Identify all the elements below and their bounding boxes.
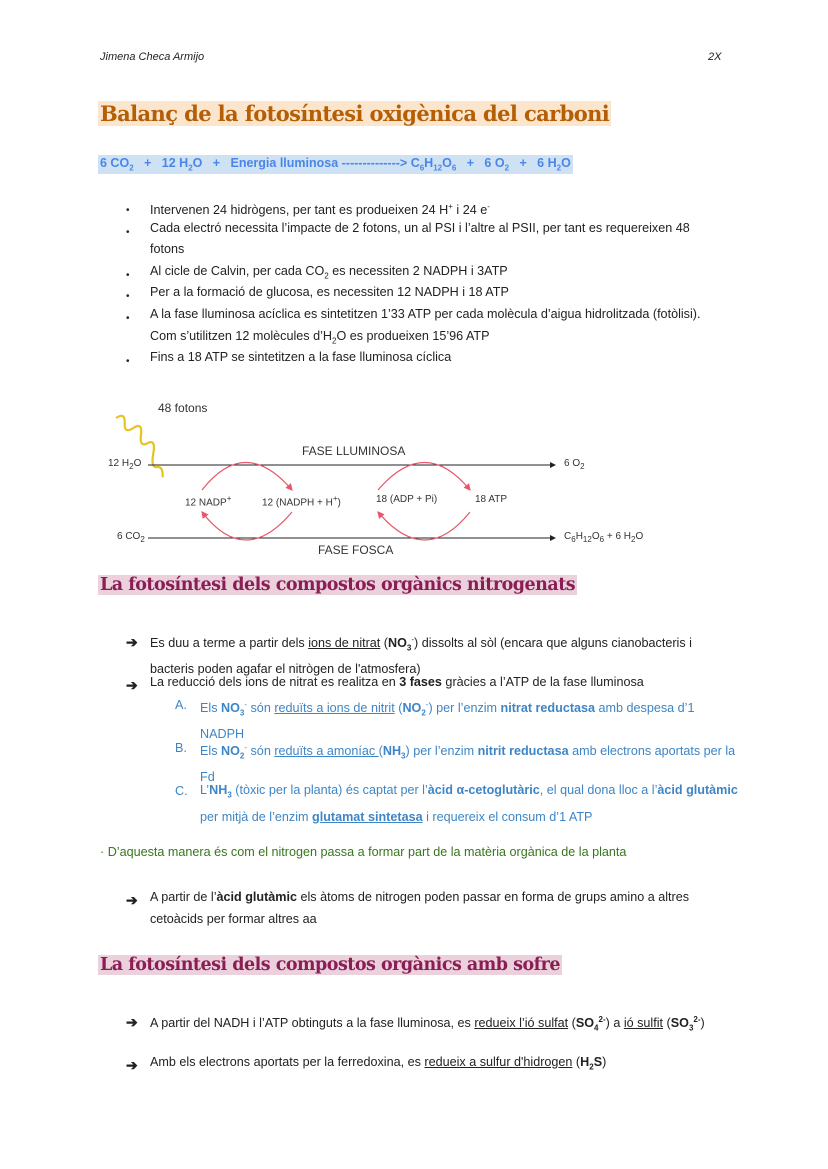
nadph-label: [262, 494, 341, 508]
text-run: ): [337, 497, 341, 509]
arrow-right-icon: ➔: [126, 892, 138, 908]
text-run: nitrit reductasa: [477, 744, 569, 759]
text-run: ) per l’enzim: [405, 744, 478, 759]
text-run: C: [564, 531, 572, 542]
text-run: 18 ATP: [475, 494, 508, 505]
text-run: Es duu a terme a partir dels: [150, 636, 309, 651]
text-run: 12 (NADPH + H: [262, 497, 333, 509]
text-run: 6: [451, 163, 457, 173]
text-run: redueix l’ió sulfat: [474, 1016, 569, 1031]
text-run: 6 CO: [117, 531, 141, 542]
list-item: [150, 1052, 725, 1078]
output-oxygen: [564, 458, 585, 471]
step-marker: B.: [175, 741, 187, 756]
text-run: -: [425, 700, 429, 709]
text-run: O: [635, 531, 644, 542]
text-run: ) dissolts al sòl (encara que alguns cianobacteris i bacteris poden agafar el nitrògen de l'atmosfera): [150, 636, 692, 677]
text-run: O: [133, 458, 142, 469]
text-run: 12: [582, 535, 592, 544]
text-run: S: [593, 1055, 603, 1070]
section-title-nitrogen: La fotosíntesi dels compostos orgànics nitrogenats: [100, 575, 576, 595]
text-run: 3: [401, 751, 406, 761]
text-run: O + Energia lluminosa --------------> C: [192, 156, 420, 170]
text-run: SO: [575, 1016, 595, 1031]
text-run: (: [378, 744, 383, 759]
text-run: redueix a sulfur d'hidrogen: [424, 1055, 573, 1070]
bullet-icon: •: [126, 356, 130, 368]
text-run: 2: [631, 535, 636, 544]
text-run: O: [442, 156, 452, 170]
text-run: 2: [324, 271, 329, 281]
text-run: 3: [688, 1023, 694, 1033]
text-run: L’: [200, 783, 210, 798]
bullet-icon: •: [126, 269, 130, 281]
text-run: Amb els electrons aportats per la ferredoxina, es: [150, 1055, 425, 1070]
text-run: -: [244, 700, 248, 709]
text-run: nitrat reductasa: [500, 701, 596, 716]
text-run: ): [700, 1016, 705, 1031]
light-phase-label: FASE LLUMINOSA: [302, 444, 406, 458]
text-run: 2: [331, 336, 337, 346]
text-run: ions de nitrat: [308, 636, 381, 651]
text-run: 12: [433, 163, 443, 173]
text-run: reduïts a amoníac: [274, 744, 379, 759]
nadp-label: [185, 494, 231, 508]
output-glucose: [564, 531, 643, 544]
text-run: Els: [200, 701, 221, 716]
text-run: 2: [239, 751, 245, 761]
text-run: , el qual dona lloc a l’: [539, 783, 658, 798]
bullet-icon: •: [126, 291, 130, 303]
text-run: O: [561, 156, 571, 170]
text-run: 2: [556, 163, 562, 173]
step-marker: C.: [175, 784, 188, 799]
text-run: i 24 e: [452, 203, 488, 218]
text-run: (: [394, 701, 403, 716]
arrow-right-icon: ➔: [126, 1014, 138, 1030]
text-run: 6 O: [564, 458, 581, 469]
text-run: són: [247, 701, 275, 716]
adp-label: [376, 494, 437, 505]
text-run: 4: [594, 1023, 599, 1033]
text-run: ) a: [605, 1016, 624, 1031]
dark-phase-label: FASE FOSCA: [318, 543, 394, 557]
text-run: àcid α-cetoglutàric: [427, 783, 540, 798]
text-run: + 6 H: [604, 531, 632, 542]
text-run: -: [411, 635, 415, 644]
list-item: [150, 1009, 725, 1039]
text-run: -: [244, 743, 248, 753]
text-run: (: [568, 1016, 576, 1031]
text-run: +: [332, 494, 338, 503]
bullet-icon: •: [126, 205, 130, 216]
text-run: Cada electró necessita l’impacte de 2 fotons, un al PSI i l’altre al PSII, per tant es requereixen 48 fotons: [150, 220, 690, 257]
text-run: O: [591, 531, 600, 542]
text-run: àcid glutàmic: [657, 783, 738, 798]
nadph-arc-bottom: [202, 512, 292, 540]
text-run: (: [663, 1016, 671, 1031]
text-run: amb despesa d’1 NADPH: [200, 701, 695, 742]
text-run: 6: [419, 163, 425, 173]
text-run: (tòxic per la planta) és captat per l’: [231, 783, 428, 798]
text-run: Al cicle de Calvin, per cada CO: [150, 263, 325, 278]
text-run: glutamat sintetasa: [312, 809, 423, 824]
text-run: amb electrons aportats per la Fd: [200, 744, 736, 785]
text-run: NO: [221, 701, 240, 716]
text-run: +: [226, 494, 232, 503]
header-page-number: 2X: [708, 51, 722, 63]
text-run: ió sulfit: [623, 1016, 664, 1031]
text-run: 2: [504, 163, 510, 173]
text-run: NO: [402, 701, 422, 716]
text-run: 2: [589, 1062, 594, 1072]
text-run: 2-: [598, 1015, 606, 1024]
text-run: àcid glutàmic: [216, 890, 297, 904]
text-run: es necessiten 2 NADPH i 3ATP: [328, 263, 508, 278]
text-run: (: [380, 636, 389, 651]
text-run: La reducció dels ions de nitrat es realitza en: [150, 675, 400, 690]
atp-arc-bottom: [378, 512, 470, 540]
text-run: A la fase lluminosa acíclica es sintetitzen 1’33 ATP per cada molècula d’aigua hidrolitzada (fotòlisi). Com s’utilitzen 12 molècules d’H: [150, 307, 701, 343]
text-run: + 12 H: [133, 156, 189, 170]
list-item: [150, 672, 725, 694]
text-run: H: [580, 1055, 590, 1070]
text-run: Els: [200, 744, 221, 759]
text-run: 3: [239, 708, 245, 718]
text-run: 6 CO: [100, 156, 130, 170]
nadph-arc-top: [202, 463, 292, 491]
input-co2: [117, 531, 145, 544]
photons-label: 48 fotons: [158, 401, 208, 415]
text-run: 2: [140, 535, 145, 544]
text-run: 3: [227, 790, 232, 800]
text-run: 2: [188, 163, 193, 173]
text-run: els àtoms de nitrogen poden passar en forma de grups amino a altres cetoàcids per formar altres aa: [150, 890, 690, 926]
list-item: [150, 887, 725, 930]
text-run: 18 (ADP + Pi): [376, 494, 438, 505]
text-run: NH: [209, 783, 228, 798]
text-run: reduïts a ions de nitrit: [274, 701, 395, 716]
arrow-right-icon: ➔: [126, 1057, 138, 1074]
text-run: NH: [382, 744, 402, 759]
text-run: 12 NADP: [185, 497, 227, 509]
text-run: 6: [599, 535, 605, 544]
text-run: i requereix el consum d’1 ATP: [422, 809, 593, 824]
text-run: A partir del NADH i l’ATP obtinguts a la fase lluminosa, es: [150, 1016, 475, 1031]
text-run: (: [572, 1055, 581, 1070]
text-run: NO: [221, 744, 240, 759]
text-run: 12 H: [108, 458, 130, 469]
text-run: H: [424, 156, 434, 170]
text-run: NO: [388, 636, 407, 651]
section-title-carbon: Balanç de la fotosíntesi oxigènica del carboni: [100, 101, 610, 126]
text-run: Fins a 18 ATP se sintetitzen a la fase lluminosa cíclica: [150, 350, 452, 365]
input-water: [108, 458, 141, 471]
list-item: [200, 780, 740, 828]
text-run: ) per l’enzim: [428, 701, 501, 716]
text-run: Per a la formació de glucosa, es necessiten 12 NADPH i 18 ATP: [150, 285, 509, 300]
text-run: 3 fases: [399, 675, 442, 690]
nitrogen-note: · D’aquesta manera és com el nitrogen passa a formar part de la matèria orgànica de la planta: [100, 845, 627, 859]
text-run: 2-: [693, 1015, 701, 1024]
atp-arc-top: [378, 463, 470, 491]
arrow-right-icon: ➔: [126, 634, 138, 650]
text-run: 6: [571, 535, 576, 544]
section-title-sulfur: La fotosíntesi dels compostos orgànics amb sofre: [100, 955, 561, 975]
arrow-right-icon: ➔: [126, 677, 138, 694]
text-run: gràcies a l’ATP de la fase lluminosa: [441, 675, 644, 690]
step-marker: A.: [175, 698, 187, 712]
text-run: 3: [406, 643, 412, 653]
bullet-icon: •: [126, 226, 130, 238]
bullet-icon: •: [126, 313, 130, 324]
text-run: -: [487, 202, 490, 211]
atp-label: [475, 494, 507, 505]
text-run: Intervenen 24 hidrògens, per tant es produeixen 24 H: [150, 203, 449, 218]
text-run: 2: [421, 708, 426, 718]
text-run: + 6 O: [456, 156, 505, 170]
text-run: 2: [580, 462, 585, 471]
text-run: +: [448, 202, 453, 211]
text-run: 2: [129, 462, 134, 471]
text-run: ): [602, 1055, 607, 1070]
text-run: són: [247, 744, 275, 759]
text-run: H: [575, 531, 583, 542]
text-run: 2: [129, 163, 134, 173]
text-run: O es produeixen 15’96 ATP: [336, 328, 490, 343]
header-author: Jimena Checa Armijo: [100, 51, 205, 63]
text-run: + 6 H: [509, 156, 557, 170]
text-run: SO: [670, 1016, 689, 1031]
text-run: A partir de l’: [150, 890, 217, 904]
text-run: per mitjà de l’enzim: [200, 809, 312, 824]
